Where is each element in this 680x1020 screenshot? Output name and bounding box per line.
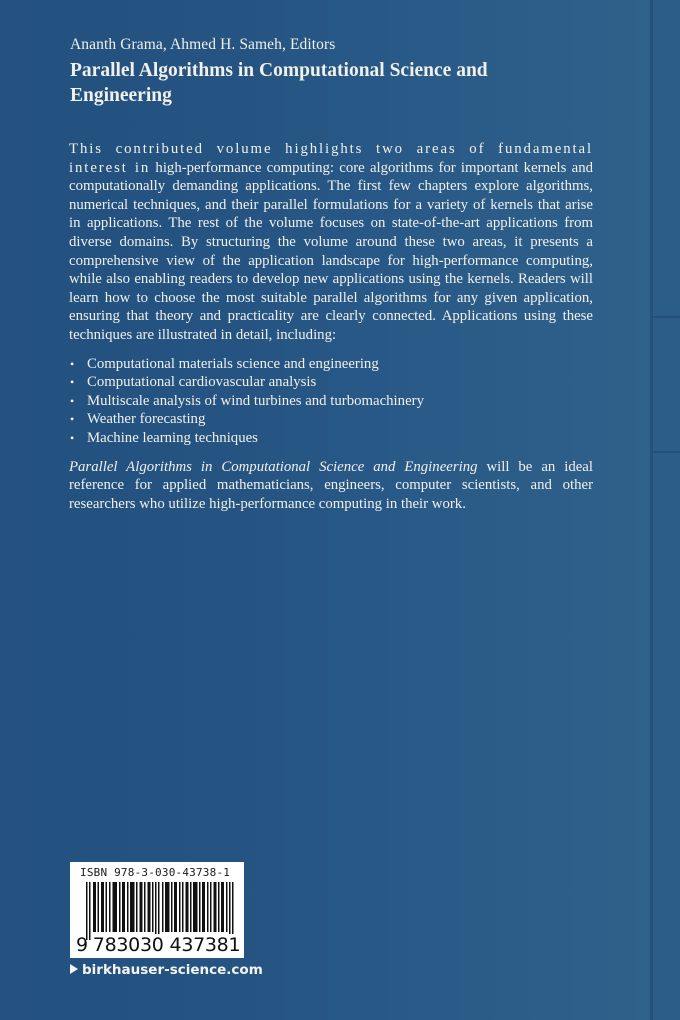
barcode-left-group: 783030 (92, 934, 164, 956)
description-paragraph (69, 140, 593, 345)
publisher-url: birkhauser-science.com (82, 962, 263, 978)
bullet-icon: • (70, 356, 75, 371)
editors-line: Ananth Grama, Ahmed H. Sameh, Editors (70, 36, 336, 53)
closing-text: will be an ideal reference for applied mathematicians, engineers, computer scientists, and other researchers who utilize high-performance computing in their work. (69, 458, 593, 512)
closing-title-italic: Parallel Algorithms in Computational Science and Engineering (69, 458, 478, 475)
book-description (69, 140, 593, 513)
list-item (69, 392, 593, 411)
description-first-line: This contributed volume highlights two areas of fundamental interest in (69, 141, 593, 176)
list-item (69, 373, 593, 392)
list-item-label: Weather forecasting (87, 411, 206, 428)
list-item (69, 410, 593, 429)
applications-list (69, 355, 593, 448)
barcode-icon (86, 882, 236, 940)
bullet-icon: • (70, 375, 75, 390)
list-item-label: Computational cardiovascular analysis (87, 374, 317, 391)
spine-divider-line (651, 451, 680, 453)
barcode-right-group: 437381 (169, 934, 241, 956)
list-item-label: Multiscale analysis of wind turbines and turbomachinery (87, 392, 424, 409)
spine-strip (653, 0, 680, 1020)
list-item-label: Machine learning techniques (87, 429, 258, 446)
description-text: high-performance computing: core algorithms for important kernels and computationally demanding applications. The first few chapters explore algorithms, numerical techniques, and their parallel formulations for a variety of kernels that arise in applications. The rest of the volume focuses on state-of-the-art applications from diverse domains. By structuring the volume around these two areas, it presents a comprehensive view of the application landscape for high-performance computing, while also enabling readers to develop new applications using the kernels. Readers will learn how to choose the most suitable parallel algorithms for any given application, ensuring that theory and practicality are clearly connected. Applications using these techniques are illustrated in detail, including: (69, 159, 594, 343)
book-title: Parallel Algorithms in Computational Science and Engineering (70, 60, 488, 106)
closing-paragraph (69, 458, 593, 514)
spine-fold-line (650, 0, 653, 1020)
play-arrow-icon (70, 964, 78, 974)
list-item-label: Computational materials science and engineering (87, 355, 379, 372)
bullet-icon: • (70, 393, 75, 408)
barcode-first-digit: 9 (76, 934, 88, 956)
spine-divider-line (651, 316, 680, 318)
publisher-website-link[interactable] (70, 962, 263, 978)
isbn-barcode-box (70, 862, 244, 958)
barcode-digits (76, 934, 241, 956)
bullet-icon: • (70, 412, 75, 427)
list-item (69, 355, 593, 374)
isbn-label: ISBN 978-3-030-43738-1 (80, 866, 231, 879)
list-item (69, 429, 593, 448)
bullet-icon: • (70, 430, 75, 445)
